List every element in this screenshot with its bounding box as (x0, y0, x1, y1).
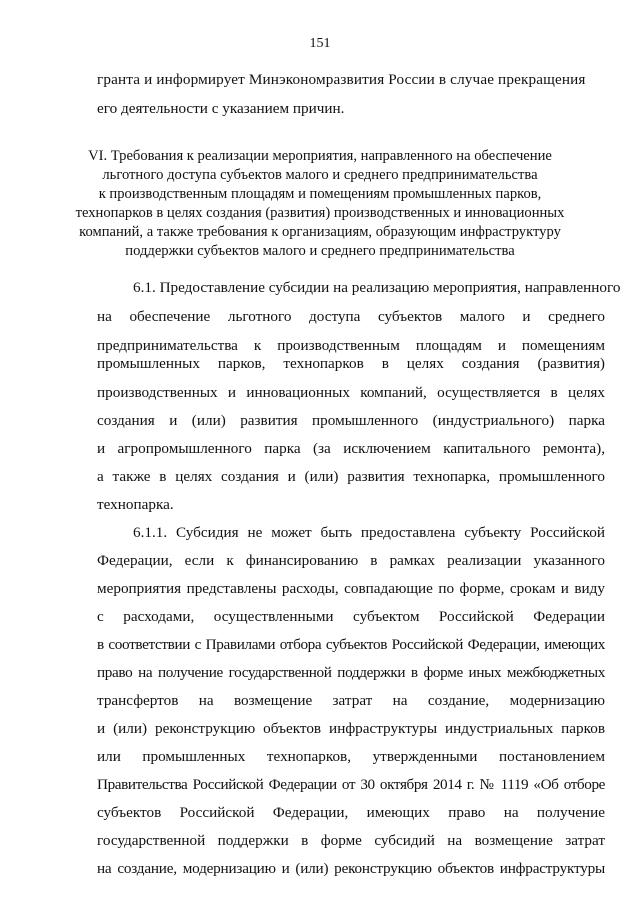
para-6-1-1-line-10 (97, 777, 605, 792)
para-6-1-1-line-3 (97, 581, 605, 596)
para-6-1-1-line-7 (97, 693, 605, 708)
para-6-1-1-line-12-text: государственной поддержки в форме субсидий на возмещение затрат (97, 832, 605, 849)
para-6-1-line-9: технопарка. (97, 496, 174, 513)
para-6-1-line-7 (97, 441, 605, 456)
para-6-1-1-line-10-text: Правительства Российской Федерации от 30 октября 2014 г. № 1119 «Об отборе (97, 776, 605, 793)
para-6-1-1-line-9 (97, 749, 605, 764)
para-6-1-line-3 (97, 338, 605, 353)
para-6-1-1-line-6 (97, 665, 605, 680)
para-6-1-1-line-5-text: в соответствии с Правилами отбора субъектов Российской Федерации, имеющих (97, 636, 605, 653)
para-6-1-1-line-11 (97, 805, 605, 820)
section-heading-line-3: к производственным площадям и помещениям промышленных парков, (98, 186, 542, 202)
para-6-1-1-line-5 (97, 637, 605, 652)
para-6-1-line-2 (97, 309, 605, 324)
para-6-1-line-5-text: производственных и инновационных компаний, осуществляется в целях (97, 384, 605, 401)
para-6-1-1-line-13 (97, 861, 605, 876)
section-heading-line-5: компаний, а также требования к организациям, образующим инфраструктуру (79, 224, 561, 240)
para-6-1-line-6-text: создания и (или) развития промышленного (индустриального) парка (97, 412, 605, 429)
para-6-1-line-4 (97, 356, 605, 371)
section-heading-line-1: VI. Требования к реализации мероприятия, направленного на обеспечение (88, 148, 552, 164)
para-6-1-1-line-9-text: или промышленных технопарков, утвержденными постановлением (97, 748, 605, 765)
para-6-1-1-line-1 (133, 525, 605, 540)
section-heading-line-6: поддержки субъектов малого и среднего предпринимательства (125, 243, 515, 259)
para-6-1-1-line-6-text: право на получение государственной поддержки в форме иных межбюджетных (97, 664, 605, 681)
para-6-1-1-line-4-text: с расходами, осуществленными субъектом Российской Федерации (97, 608, 605, 625)
para-6-1-line-5 (97, 385, 605, 400)
para-6-1-line-8-text: а также в целях создания и (или) развития технопарка, промышленного (97, 468, 605, 485)
section-heading-line-2: льготного доступа субъектов малого и среднего предпринимательства (102, 167, 538, 183)
para-6-1-1-line-11-text: субъектов Российской Федерации, имеющих право на получение (97, 804, 605, 821)
para-6-1-1-line-8-text: и (или) реконструкцию объектов инфраструктуры индустриальных парков (97, 720, 605, 737)
para-6-1-1-line-2 (97, 553, 605, 568)
para-6-1-1-line-8 (97, 721, 605, 736)
intro-line-2: его деятельности с указанием причин. (97, 100, 345, 117)
para-6-1-line-4-text: промышленных парков, технопарков в целях создания (развития) (97, 355, 605, 372)
para-6-1-1-line-4 (97, 609, 605, 624)
para-6-1-1-line-3-text: мероприятия представлены расходы, совпадающие по форме, срокам и виду (97, 580, 605, 597)
para-6-1-1-line-2-text: Федерации, если к финансированию в рамках реализации указанного (97, 552, 605, 569)
para-6-1-1-line-13-text: на создание, модернизацию и (или) реконструкцию объектов инфраструктуры (97, 860, 605, 877)
para-6-1-line-7-text: и агропромышленного парка (за исключением капитального ремонта), (97, 440, 605, 457)
para-6-1-1-line-1-text: 6.1.1. Субсидия не может быть предоставлена субъекту Российской (133, 524, 605, 541)
para-6-1-1-line-7-text: трансфертов на возмещение затрат на создание, модернизацию (97, 692, 605, 709)
para-6-1-line-2-text: на обеспечение льготного доступа субъектов малого и среднего (97, 308, 605, 325)
para-6-1-1-line-12 (97, 833, 605, 848)
para-6-1-line-8 (97, 469, 605, 484)
page-number: 151 (309, 36, 331, 51)
para-6-1-line-3-text: предпринимательства к производственным площадям и помещениям (97, 337, 605, 354)
intro-line-1: гранта и информирует Минэкономразвития России в случае прекращения (97, 71, 586, 88)
section-heading-line-4: технопарков в целях создания (развития) производственных и инновационных (75, 205, 565, 221)
para-6-1-line-1: 6.1. Предоставление субсидии на реализацию мероприятия, направленного (133, 279, 621, 296)
para-6-1-line-6 (97, 413, 605, 428)
